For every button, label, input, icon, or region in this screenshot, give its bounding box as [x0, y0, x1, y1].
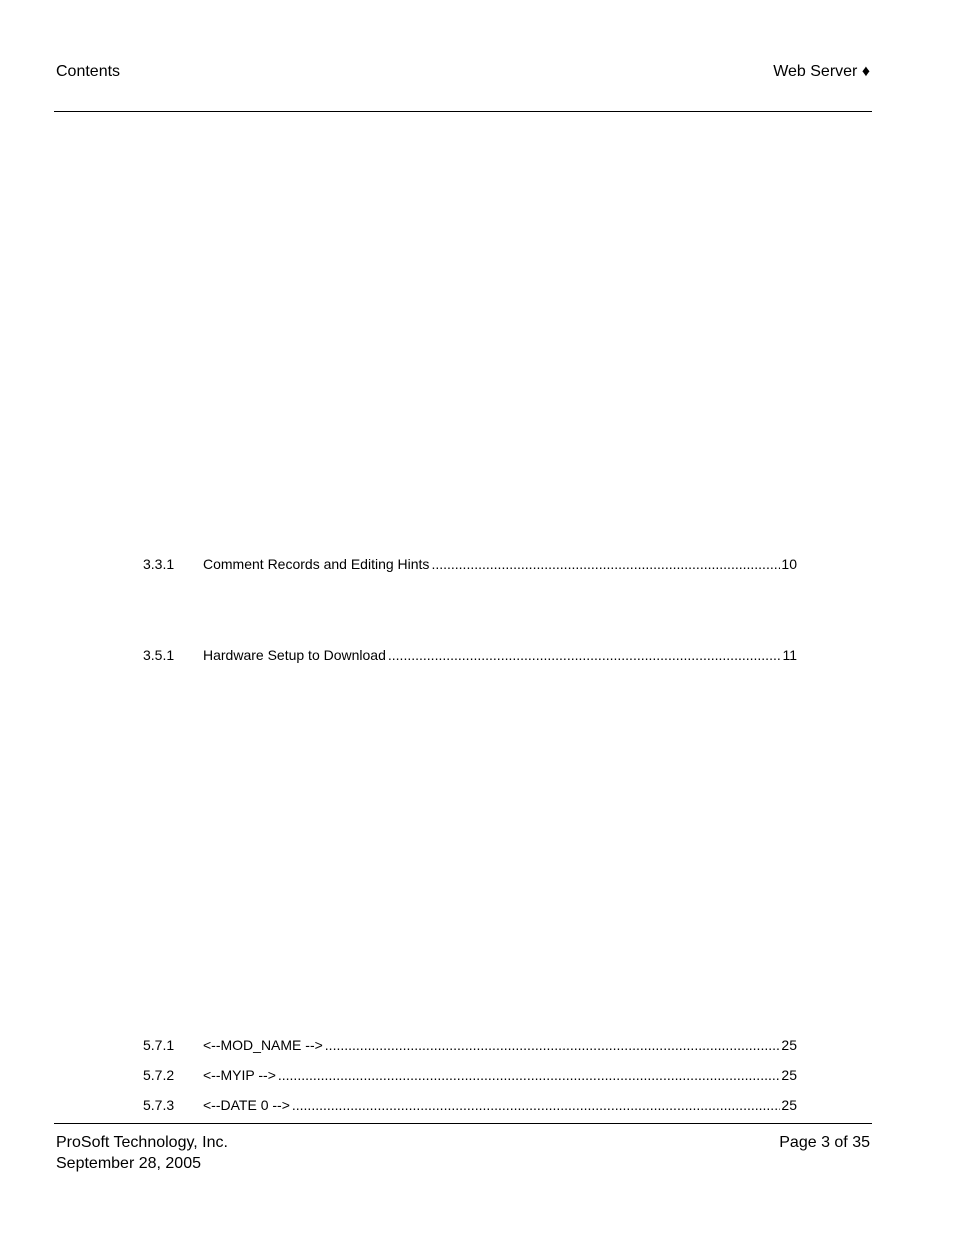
toc-entry-page: 10: [781, 556, 797, 572]
toc-dot-leader: [431, 554, 780, 574]
toc-entry-number: 3.3.1: [143, 556, 175, 572]
toc-entry-number: 5.7.1: [143, 1037, 175, 1053]
toc-entry-page: 11: [782, 647, 797, 663]
footer-left: [56, 1132, 228, 1174]
header-divider: [54, 111, 872, 112]
toc-entry-page: 25: [781, 1097, 797, 1113]
toc-entry-3-3-1[interactable]: [143, 554, 797, 574]
toc-entry-title: <--DATE 0 -->: [203, 1097, 290, 1113]
toc-entry-5-7-2[interactable]: [143, 1065, 797, 1085]
toc-entry-3-5-1[interactable]: [143, 645, 797, 665]
toc-dot-leader: [278, 1065, 781, 1085]
footer-page-number: Page 3 of 35: [779, 1134, 870, 1151]
header-section-title: Contents: [56, 63, 121, 80]
toc-entry-title: <--MYIP -->: [203, 1067, 276, 1083]
footer-date: September 28, 2005: [56, 1155, 201, 1172]
toc-dot-leader: [292, 1095, 781, 1115]
toc-entry-title: <--MOD_NAME -->: [203, 1037, 323, 1053]
toc-dot-leader: [325, 1035, 781, 1055]
toc-entry-number: 5.7.3: [143, 1097, 175, 1113]
toc-entry-number: 3.5.1: [143, 647, 175, 663]
toc-entry-5-7-3[interactable]: [143, 1095, 797, 1115]
toc-entry-page: 25: [781, 1067, 797, 1083]
header-document-title: Web Server ♦: [773, 63, 870, 80]
toc-entry-page: 25: [781, 1037, 797, 1053]
toc-entry-5-7-1[interactable]: [143, 1035, 797, 1055]
footer-company: ProSoft Technology, Inc.: [56, 1134, 228, 1151]
toc-dot-leader: [388, 645, 782, 665]
toc-entry-number: 5.7.2: [143, 1067, 175, 1083]
footer-divider: [54, 1123, 872, 1124]
toc-entry-title: Hardware Setup to Download: [203, 647, 386, 663]
toc-entry-title: Comment Records and Editing Hints: [203, 556, 430, 572]
